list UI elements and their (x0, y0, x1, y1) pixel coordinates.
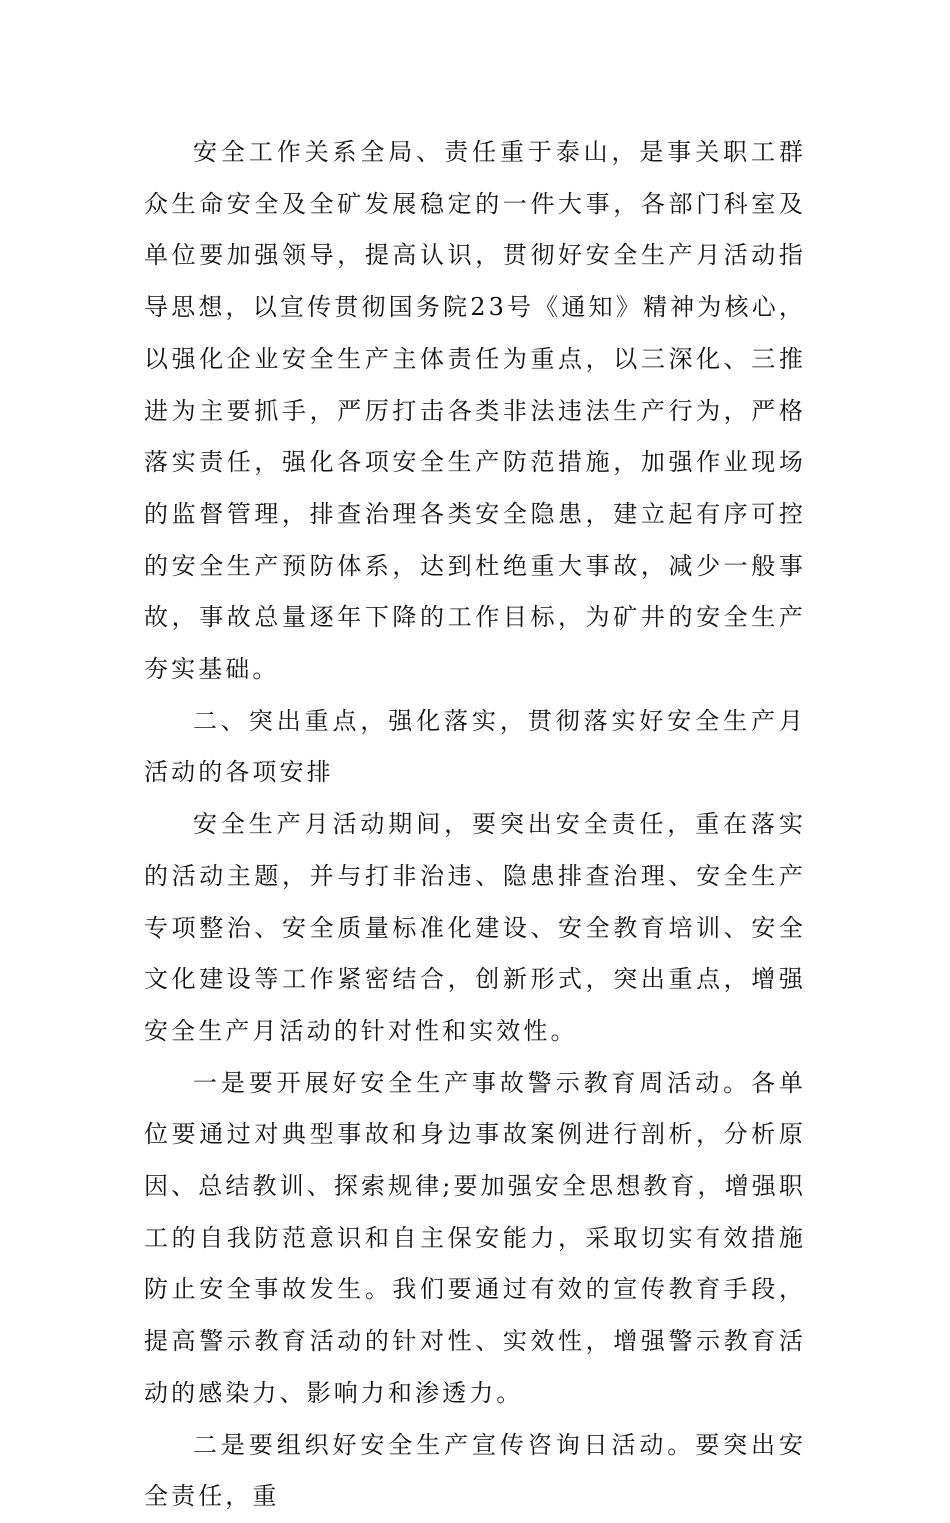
paragraph-consultation-day: 二是要组织好安全生产宣传咨询日活动。要突出安全责任，重 (144, 1430, 806, 1511)
paragraph-safety-overview: 安全工作关系全局、责任重于泰山，是事关职工群众生命安全及全矿发展稳定的一件大事，各部门科室及单位要加强领导，提高认识，贯彻好安全生产月活动指导思想，以宣传贯彻国务院23号《通知》精神为核心，以强化企业安全生产主体责任为重点，以三深化、三推进为主要抓手，严厉打击各类非法违法生产行为，严格落实责任，强化各项安全生产防范措施，加强作业现场的监督管理，排查治理各类安全隐患，建立起有序可控的安全生产预防体系，达到杜绝重大事故，减少一般事故，事故总量逐年下降的工作目标，为矿井的安全生产夯实基础。 (144, 138, 806, 684)
section-heading-two: 二、突出重点，强化落实，贯彻落实好安全生产月活动的各项安排 (144, 706, 806, 787)
paragraph-warning-education-week: 一是要开展好安全生产事故警示教育周活动。各单位要通过对典型事故和身边事故案例进行剖析，分析原因、总结教训、探索规律;要加强安全思想教育，增强职工的自我防范意识和自主保安能力，采取切实有效措施防止安全事故发生。我们要通过有效的宣传教育手段，提高警示教育活动的针对性、实效性，增强警示教育活动的感染力、影响力和渗透力。 (144, 1068, 806, 1407)
paragraph-activity-theme: 安全生产月活动期间，要突出安全责任，重在落实的活动主题，并与打非治违、隐患排查治理、安全生产专项整治、安全质量标准化建设、安全教育培训、安全文化建设等工作紧密结合，创新形式，突出重点，增强安全生产月活动的针对性和实效性。 (144, 810, 806, 1045)
document-body (144, 127, 806, 1523)
